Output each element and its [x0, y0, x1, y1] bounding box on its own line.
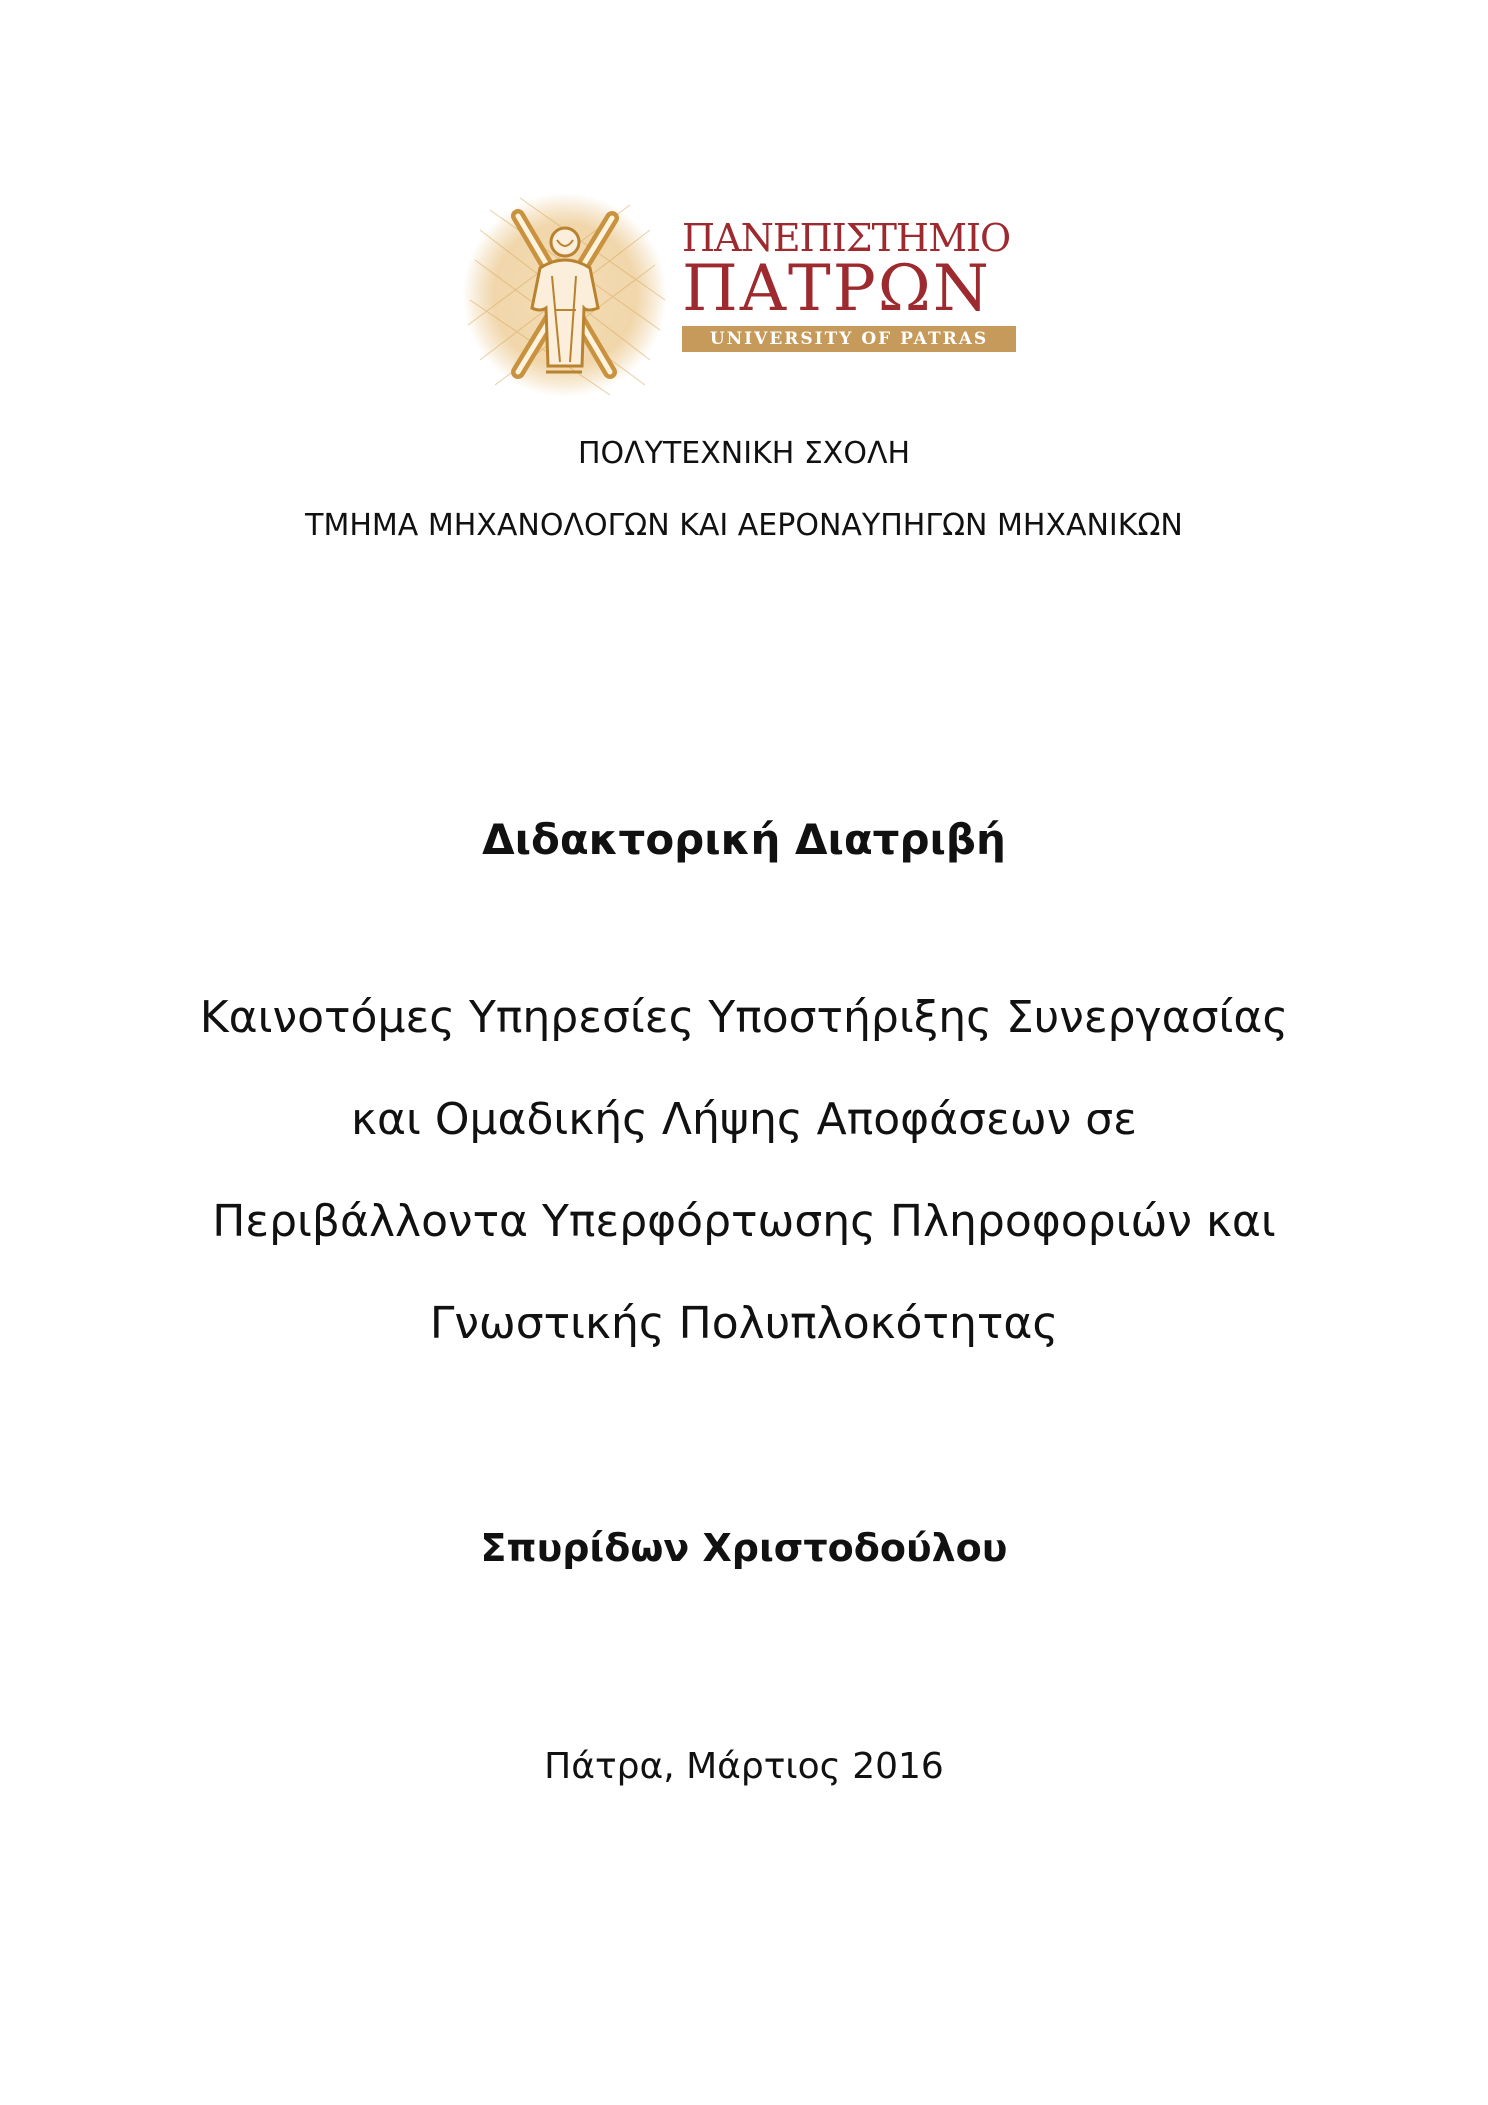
logo-wordmark-line2: ΠΑΤΡΩΝ	[682, 252, 991, 326]
thesis-title-line: Καινοτόμες Υπηρεσίες Υποστήριξης Συνεργασίας	[199, 992, 1289, 1043]
logo-wordmark-line1: ΠΑΝΕΠΙΣΤΗΜΙΟ	[682, 216, 1011, 260]
thesis-title-line: και Ομαδικής Λήψης Αποφάσεων σε	[351, 1094, 1137, 1145]
university-logo	[460, 190, 1030, 400]
document-type: Διδακτορική Διατριβή	[482, 815, 1006, 864]
department-name: ΤΜΗΜΑ ΜΗΧΑΝΟΛΟΓΩΝ ΚΑΙ ΑΕΡΟΝΑΥΠΗΓΩΝ ΜΗΧΑΝΙΚΩΝ	[305, 508, 1183, 543]
place-and-date: Πάτρα, Μάρτιος 2016	[544, 1746, 944, 1787]
logo-english-band: UNIVERSITY OF PATRAS	[682, 326, 1016, 352]
thesis-title-line: Γνωστικής Πολυπλοκότητας	[429, 1298, 1059, 1349]
saint-andrew-emblem-icon	[460, 190, 670, 400]
logo-wordmark	[682, 218, 1022, 352]
thesis-title-line: Περιβάλλοντα Υπερφόρτωσης Πληροφοριών και	[212, 1196, 1276, 1247]
author-name: Σπυρίδων Χριστοδούλου	[480, 1526, 1008, 1570]
school-name: ΠΟΛΥΤΕΧΝΙΚΗ ΣΧΟΛΗ	[577, 436, 911, 471]
